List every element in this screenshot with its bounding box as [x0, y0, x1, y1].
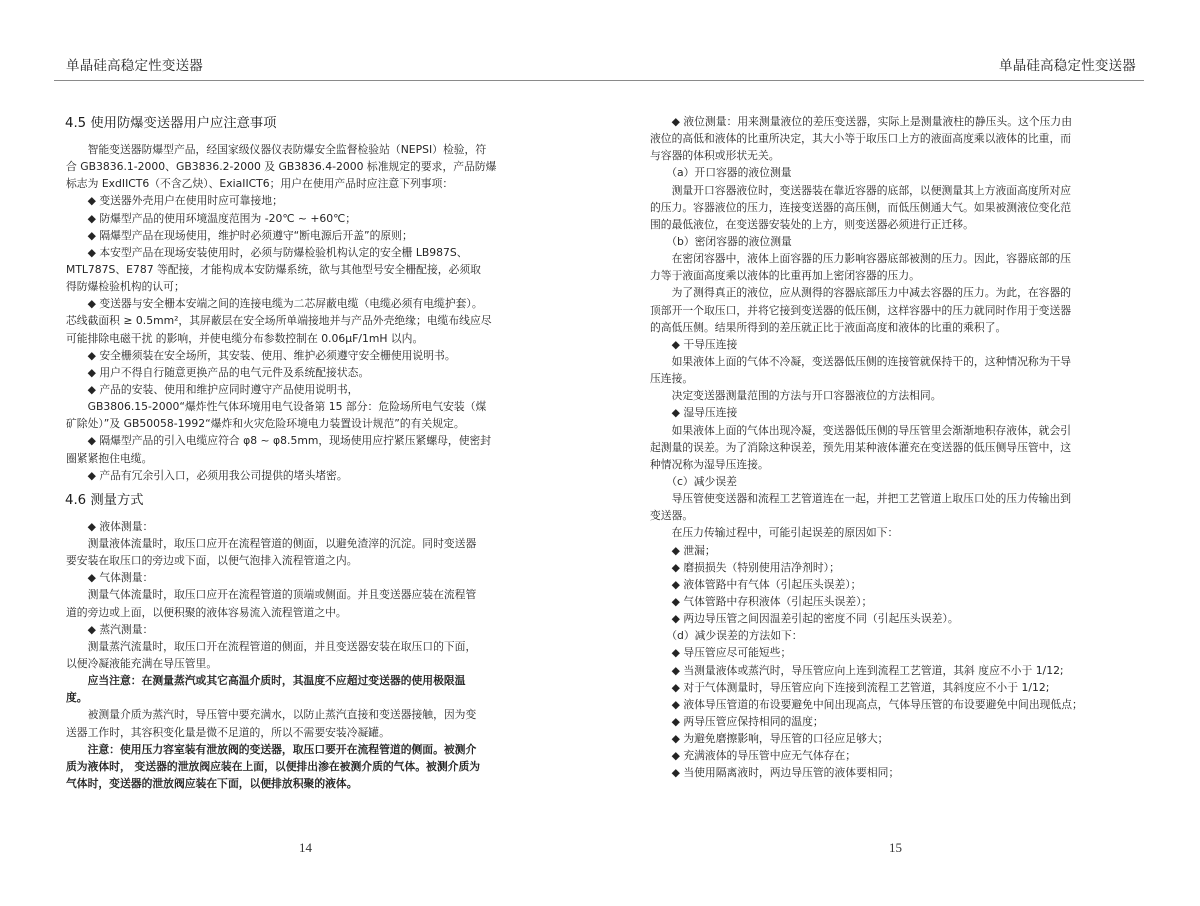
note-relief-valve: [66, 741, 566, 792]
text-line: 以便冷凝液能充满在导压管里。: [66, 656, 218, 670]
text-line: （c）减少误差: [650, 474, 737, 488]
text-line: 力等于液面高度乘以液体的比重再加上密闭容器的压力。: [650, 269, 920, 283]
text-line: 测量开口容器液位时，变送器装在靠近容器的底部，以便测量其上方液面高度所对应: [650, 183, 1072, 197]
text-line: 应当注意：在测量蒸汽或其它高温介质时，其温度不应超过变送器的使用极限温: [66, 674, 466, 688]
steam-measurement-text: [66, 706, 566, 740]
text-line: 标志为 ExdIICT6（不含乙炔）、ExiaIICT6；用户在使用产品时应注意下列事项：: [66, 177, 454, 191]
header-rule-right: [600, 80, 1144, 81]
text-line: ◆ 当使用隔离液时，两边导压管的液体要相同；: [650, 766, 900, 780]
text-line: 可能排除电磁干扰 的影响，并使电缆分布参数控制在 0.06μF/1mH 以内。: [66, 331, 424, 345]
text-line: ◆ 隔爆型产品的引入电缆应符合 φ8 ~ φ8.5mm，现场使用应拧紧压紧螺母，使密封: [66, 434, 492, 448]
text-line: 智能变送器防爆型产品，经国家级仪器仪表防爆安全监督检验站（NEPSI）检验，符: [66, 143, 487, 156]
text-line: ◆ 当测量液体或蒸汽时，导压管应向上连到流程工艺管道，其斜 度应不小于 1/12;: [650, 663, 1064, 677]
right-page: [600, 0, 1200, 906]
section-4-5-title: 4.5 使用防爆变送器用户应注意事项: [65, 116, 277, 131]
text-line: 矿除处）”及 GB50058-1992“爆炸和火灾危险环境电力装置设计规范”的有关规定。: [66, 417, 465, 431]
text-line: ◆ 用户不得自行随意更换产品的电气元件及系统配接状态。: [66, 365, 370, 379]
text-line: 道的旁边或上面，以便积聚的液体容易流入流程管道之中。: [66, 605, 347, 619]
text-line: （d）减少误差的方法如下：: [650, 629, 803, 643]
text-line: ◆ 产品有冗余引入口，必须用我公司提供的堵头堵密。: [66, 468, 348, 482]
text-line: （a）开口容器的液位测量: [650, 166, 792, 180]
text-line: 围的最低液位，在变送器安装处的上方，则变送器必须进行正迁移。: [650, 217, 974, 231]
text-line: 圈紧紧抱住电缆。: [66, 451, 153, 465]
text-line: 气体时，变送器的泄放阀应装在下面，以便排放积聚的液体。: [66, 776, 358, 790]
text-line: 的压力。容器液位的压力，连接变送器的高压侧，而低压侧通大气。如果被测液位变化范: [650, 200, 1072, 214]
text-line: ◆ 为避免磨擦影响，导压管的口径应足够大；: [650, 732, 889, 746]
right-page-body: [650, 113, 1150, 781]
text-line: ◆ 液体管路中有气体（引起压头误差）；: [650, 577, 862, 591]
text-line: 与容器的体积或形状无关。: [650, 149, 780, 163]
text-line: 质为液体时， 变送器的泄放阀应装在上面，以便排出渗在被测介质的气体。被测介质为: [66, 759, 481, 773]
page-number-left: 14: [299, 840, 312, 855]
text-line: ◆ 隔爆型产品在现场使用，维护时必须遵守“断电源后开盖”的原则；: [66, 228, 413, 242]
text-line: ◆ 两导压管应保持相同的温度；: [650, 714, 824, 728]
text-line: 送器工作时，其容积变化量是微不足道的，所以不需要安装冷凝罐。: [66, 725, 390, 739]
text-line: 决定变送器测量范围的方法与开口容器液位的方法相同。: [650, 389, 942, 403]
text-line: 的高低压侧。结果所得到的差压就正比于液面高度和液体的比重的乘积了。: [650, 320, 1007, 334]
text-line: ◆ 本安型产品在现场安装使用时，必须与防爆检验机构认定的安全栅 LB987S、: [66, 245, 468, 259]
text-line: （b）密闭容器的液位测量: [650, 234, 792, 248]
text-line: 被测量介质为蒸汽时，导压管中要充满水，以防止蒸汽直接和变送器接触，因为变: [66, 708, 477, 722]
text-line: ◆ 气体管路中存积液体（引起压头误差）；: [650, 594, 873, 608]
text-line: 顶部开一个取压口，并将它接到变送器的低压侧，这样容器中的压力就同时作用于变送器: [650, 303, 1072, 317]
text-line: ◆ 防爆型产品的使用环境温度范围为 -20℃ ~ +60℃；: [66, 211, 357, 225]
running-header-left: 单晶硅高稳定性变送器: [66, 58, 203, 74]
text-line: ◆ 充满液体的导压管中应无气体存在；: [650, 749, 857, 763]
text-line: 如果液体上面的气体出现冷凝，变送器低压侧的导压管里会渐渐地积存液体，就会引: [650, 423, 1072, 437]
text-line: GB3806.15-2000“爆炸性气体环境用电气设备第 15 部分：危险场所电气安装（煤: [66, 400, 487, 414]
text-line: 为了测得真正的液位，应从测得的容器底部压力中减去容器的压力。为此，在容器的: [650, 286, 1072, 300]
text-line: 注意：使用压力容室装有泄放阀的变送器，取压口要开在流程管道的侧面。被测介: [66, 742, 477, 756]
text-line: 度。: [66, 691, 88, 705]
section-4-6-title: 4.6 测量方式: [65, 492, 144, 508]
text-line: ◆ 液体测量：: [66, 519, 154, 533]
header-rule-left: [54, 80, 600, 81]
text-line: ◆ 泄漏；: [650, 543, 716, 557]
text-line: ◆ 液位测量：用来测量液位的差压变送器，实际上是测量液柱的静压头。这个压力由: [650, 115, 1073, 128]
text-line: 要安装在取压口的旁边或下面，以便气泡排入流程管道之内。: [66, 554, 358, 568]
text-line: ◆ 液体导压管道的布设要避免中间出现高点，气体导压管的布设要避免中间出现低点；: [650, 697, 1083, 711]
text-line: 测量气体流量时，取压口应开在流程管道的顶端或侧面。并且变送器应装在流程管: [66, 588, 477, 602]
text-line: 合 GB3836.1-2000、GB3836.2-2000 及 GB3836.4-2000 标准规定的要求，产品防爆: [66, 160, 497, 174]
text-line: 如果液体上面的气体不冷凝，变送器低压侧的连接管就保持干的，这种情况称为干导: [650, 354, 1072, 368]
section-4-5-text: [66, 141, 566, 484]
text-line: ◆ 变送器外壳用户在使用时应可靠接地；: [66, 194, 283, 208]
text-line: 起测量的误差。为了消除这种误差，预先用某种液体灌充在变送器的低压侧导压管中，这: [650, 440, 1072, 454]
left-page-body: [66, 111, 566, 792]
text-line: 变送器。: [650, 509, 694, 523]
text-line: ◆ 安全栅须装在安全场所，其安装、使用、维护必须遵守安全栅使用说明书。: [66, 348, 456, 362]
text-line: 种情况称为湿导压连接。: [650, 457, 769, 471]
text-line: 芯线截面积 ≥ 0.5mm²，其屏蔽层在安全场所单端接地并与产品外壳绝缘；电缆布线应尽: [66, 314, 492, 328]
text-line: 导压管使变送器和流程工艺管道连在一起，并把工艺管道上取压口处的压力传输出到: [650, 492, 1072, 506]
text-line: ◆ 气体测量：: [66, 571, 154, 585]
text-line: ◆ 湿导压连接: [650, 406, 738, 420]
page-number-right: 15: [889, 840, 902, 855]
text-line: ◆ 产品的安装、使用和维护应同时遵守产品使用说明书，: [66, 382, 359, 396]
text-line: ◆ 导压管应尽可能短些；: [650, 646, 792, 660]
running-header-right: 单晶硅高稳定性变送器: [999, 58, 1136, 74]
text-line: 得防爆检验机构的认可；: [66, 280, 185, 294]
text-line: ◆ 对于气体测量时，导压管应向下连接到流程工艺管道，其斜度应不小于 1/12;: [650, 680, 1050, 694]
text-line: ◆ 变送器与安全栅本安端之间的连接电缆为二芯屏蔽电缆（电缆必须有电缆护套）。: [66, 297, 483, 311]
note-high-temperature: [66, 672, 566, 706]
text-line: ◆ 干导压连接: [650, 337, 738, 351]
text-line: 压连接。: [650, 372, 694, 386]
text-line: ◆ 两边导压管之间因温差引起的密度不同（引起压头误差）。: [650, 612, 959, 626]
text-line: ◆ 蒸汽测量：: [66, 622, 154, 636]
text-line: 测量液体流量时，取压口应开在流程管道的侧面，以避免渣滓的沉淀。同时变送器: [66, 536, 477, 550]
section-4-6-text: [66, 518, 566, 672]
text-line: 测量蒸汽流量时，取压口开在流程管道的侧面，并且变送器安装在取压口的下面，: [66, 639, 477, 653]
text-line: MTL787S、E787 等配接，才能构成本安防爆系统，欲与其他型号安全栅配接，必须取: [66, 262, 481, 276]
text-line: ◆ 磨损损失（特别使用洁净剂时）；: [650, 560, 840, 574]
text-line: 在密闭容器中，液体上面容器的压力影响容器底部被测的压力。因此，容器底部的压: [650, 252, 1072, 266]
text-line: 在压力传输过程中，可能引起误差的原因如下：: [650, 526, 899, 540]
text-line: 液位的高低和液体的比重所决定，其大小等于取压口上方的液面高度乘以液体的比重，而: [650, 132, 1072, 146]
